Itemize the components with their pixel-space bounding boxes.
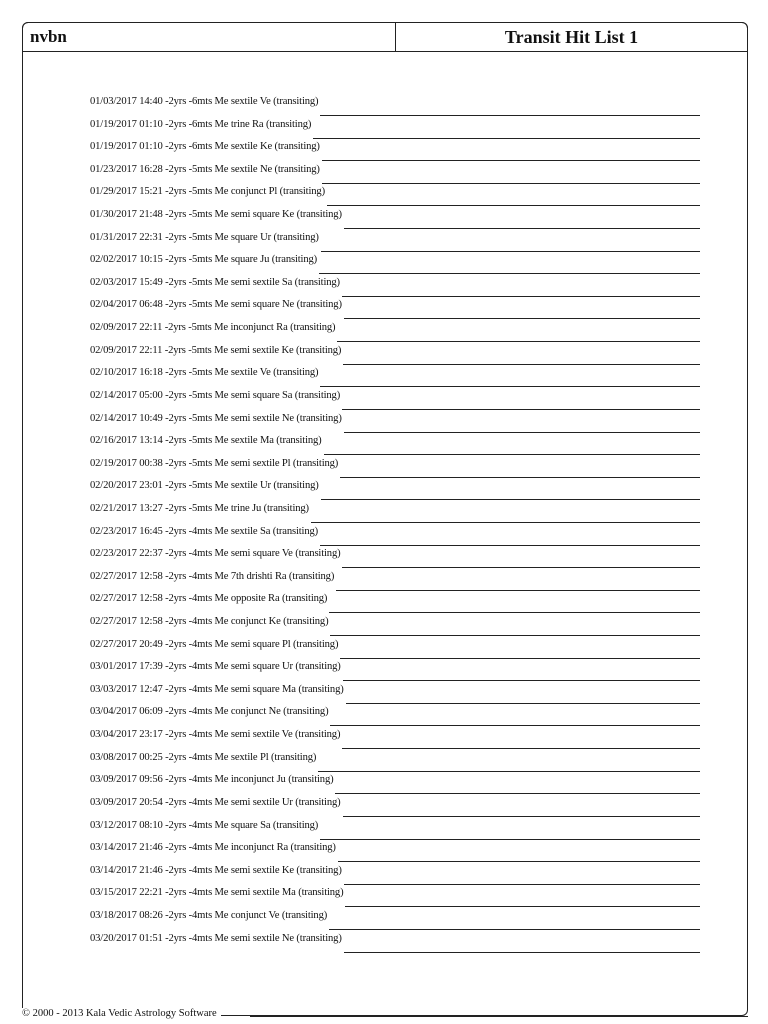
- transit-row: [90, 433, 700, 456]
- transit-list: [90, 94, 700, 953]
- transit-row-text: 01/23/2017 16:28 -2yrs -5mts Me sextile Ne (transiting): [90, 163, 320, 175]
- transit-row: [90, 546, 700, 569]
- transit-row: [90, 931, 700, 954]
- transit-row: [90, 840, 700, 863]
- transit-row: [90, 591, 700, 614]
- chart-name: nvbn: [23, 23, 396, 51]
- transit-row: [90, 162, 700, 185]
- transit-row: [90, 614, 700, 637]
- transit-row-text: 02/27/2017 12:58 -2yrs -4mts Me 7th drishti Ra (transiting): [90, 570, 335, 582]
- transit-row-text: 01/03/2017 14:40 -2yrs -6mts Me sextile Ve (transiting): [90, 96, 319, 107]
- transit-row: [90, 727, 700, 750]
- transit-row-text: 02/09/2017 22:11 -2yrs -5mts Me semi sextile Ke (transiting): [90, 344, 342, 356]
- transit-row: [90, 704, 700, 727]
- transit-row: [90, 117, 700, 140]
- transit-row-text: 02/10/2017 16:18 -2yrs -5mts Me sextile Ve (transiting): [90, 367, 319, 379]
- transit-row-text: 02/20/2017 23:01 -2yrs -5mts Me sextile Ur (transiting): [90, 480, 319, 492]
- transit-row-text: 02/27/2017 12:58 -2yrs -4mts Me conjunct Ke (transiting): [90, 616, 329, 628]
- transit-row-text: 02/23/2017 16:45 -2yrs -4mts Me sextile Sa (transiting): [90, 525, 319, 537]
- transit-row: [90, 207, 700, 230]
- transit-row-text: 03/18/2017 08:26 -2yrs -4mts Me conjunct Ve (transiting): [90, 909, 328, 921]
- transit-row: [90, 275, 700, 298]
- transit-row-text: 02/21/2017 13:27 -2yrs -5mts Me trine Ju (transiting): [90, 502, 309, 514]
- transit-row: [90, 94, 700, 117]
- transit-row-text: 03/15/2017 22:21 -2yrs -4mts Me semi sextile Ma (transiting): [90, 887, 344, 899]
- transit-row-text: 03/04/2017 23:17 -2yrs -4mts Me semi sextile Ve (transiting): [90, 729, 341, 741]
- transit-row-text: 02/16/2017 13:14 -2yrs -5mts Me sextile Ma (transiting): [90, 435, 322, 447]
- transit-row: [90, 320, 700, 343]
- transit-row: [90, 411, 700, 434]
- transit-row-text: 01/29/2017 15:21 -2yrs -5mts Me conjunct Pl (transiting): [90, 186, 325, 198]
- transit-row: [90, 682, 700, 705]
- transit-row: [90, 297, 700, 320]
- transit-row-text: 03/14/2017 21:46 -2yrs -4mts Me inconjunct Ra (transiting): [90, 842, 336, 854]
- transit-row: [90, 637, 700, 660]
- transit-row: [90, 388, 700, 411]
- transit-row: [90, 885, 700, 908]
- transit-row-text: 03/09/2017 20:54 -2yrs -4mts Me semi sextile Ur (transiting): [90, 796, 341, 808]
- transit-row: [90, 478, 700, 501]
- footer-rule: [250, 1016, 748, 1017]
- transit-row: [90, 795, 700, 818]
- transit-row: [90, 343, 700, 366]
- report-header: [22, 22, 748, 52]
- transit-row: [90, 524, 700, 547]
- transit-row-text: 03/12/2017 08:10 -2yrs -4mts Me square Sa (transiting): [90, 819, 319, 831]
- transit-row-text: 02/02/2017 10:15 -2yrs -5mts Me square Ju (transiting): [90, 254, 317, 266]
- transit-row: [90, 365, 700, 388]
- transit-row: [90, 569, 700, 592]
- transit-row-text: 02/19/2017 00:38 -2yrs -5mts Me semi sextile Pl (transiting): [90, 457, 339, 469]
- transit-row: [90, 772, 700, 795]
- transit-row: [90, 818, 700, 841]
- transit-row-text: 03/09/2017 09:56 -2yrs -4mts Me inconjunct Ju (transiting): [90, 774, 334, 786]
- transit-row-text: 01/31/2017 22:31 -2yrs -5mts Me square Ur (transiting): [90, 231, 319, 243]
- transit-row: [90, 139, 700, 162]
- transit-row: [90, 750, 700, 773]
- transit-row-text: 03/14/2017 21:46 -2yrs -4mts Me semi sextile Ke (transiting): [90, 864, 342, 876]
- transit-row-text: 02/04/2017 06:48 -2yrs -5mts Me semi square Ne (transiting): [90, 299, 342, 311]
- transit-row: [90, 659, 700, 682]
- transit-row: [90, 184, 700, 207]
- transit-row-text: 02/14/2017 10:49 -2yrs -5mts Me semi sextile Ne (transiting): [90, 412, 342, 424]
- transit-row: [90, 456, 700, 479]
- transit-row: [90, 252, 700, 275]
- transit-row-text: 02/14/2017 05:00 -2yrs -5mts Me semi square Sa (transiting): [90, 389, 341, 401]
- transit-row: [90, 863, 700, 886]
- transit-row-text: 02/23/2017 22:37 -2yrs -4mts Me semi square Ve (transiting): [90, 548, 341, 560]
- transit-row-text: 01/30/2017 21:48 -2yrs -5mts Me semi square Ke (transiting): [90, 209, 342, 221]
- transit-row: [90, 908, 700, 931]
- transit-row-text: 02/09/2017 22:11 -2yrs -5mts Me inconjunct Ra (transiting): [90, 322, 336, 334]
- transit-row: [90, 501, 700, 524]
- transit-row: [90, 230, 700, 253]
- transit-row-text: 02/03/2017 15:49 -2yrs -5mts Me semi sextile Sa (transiting): [90, 276, 340, 288]
- transit-row-text: 03/20/2017 01:51 -2yrs -4mts Me semi sextile Ne (transiting): [90, 932, 342, 944]
- transit-row-text: 03/01/2017 17:39 -2yrs -4mts Me semi square Ur (transiting): [90, 661, 341, 673]
- transit-row-text: 03/03/2017 12:47 -2yrs -4mts Me semi square Ma (transiting): [90, 683, 344, 695]
- row-underline: [344, 952, 700, 953]
- transit-row-text: 01/19/2017 01:10 -2yrs -6mts Me sextile Ke (transiting): [90, 141, 320, 153]
- transit-row-text: 03/04/2017 06:09 -2yrs -4mts Me conjunct Ne (transiting): [90, 706, 329, 718]
- copyright-footer: © 2000 - 2013 Kala Vedic Astrology Software: [22, 1008, 221, 1019]
- transit-row-text: 01/19/2017 01:10 -2yrs -6mts Me trine Ra (transiting): [90, 118, 312, 130]
- transit-row-text: 03/08/2017 00:25 -2yrs -4mts Me sextile Pl (transiting): [90, 751, 317, 763]
- report-title: Transit Hit List 1: [504, 27, 639, 47]
- transit-row-text: 02/27/2017 20:49 -2yrs -4mts Me semi square Pl (transiting): [90, 638, 339, 650]
- transit-row-text: 02/27/2017 12:58 -2yrs -4mts Me opposite Ra (transiting): [90, 593, 328, 605]
